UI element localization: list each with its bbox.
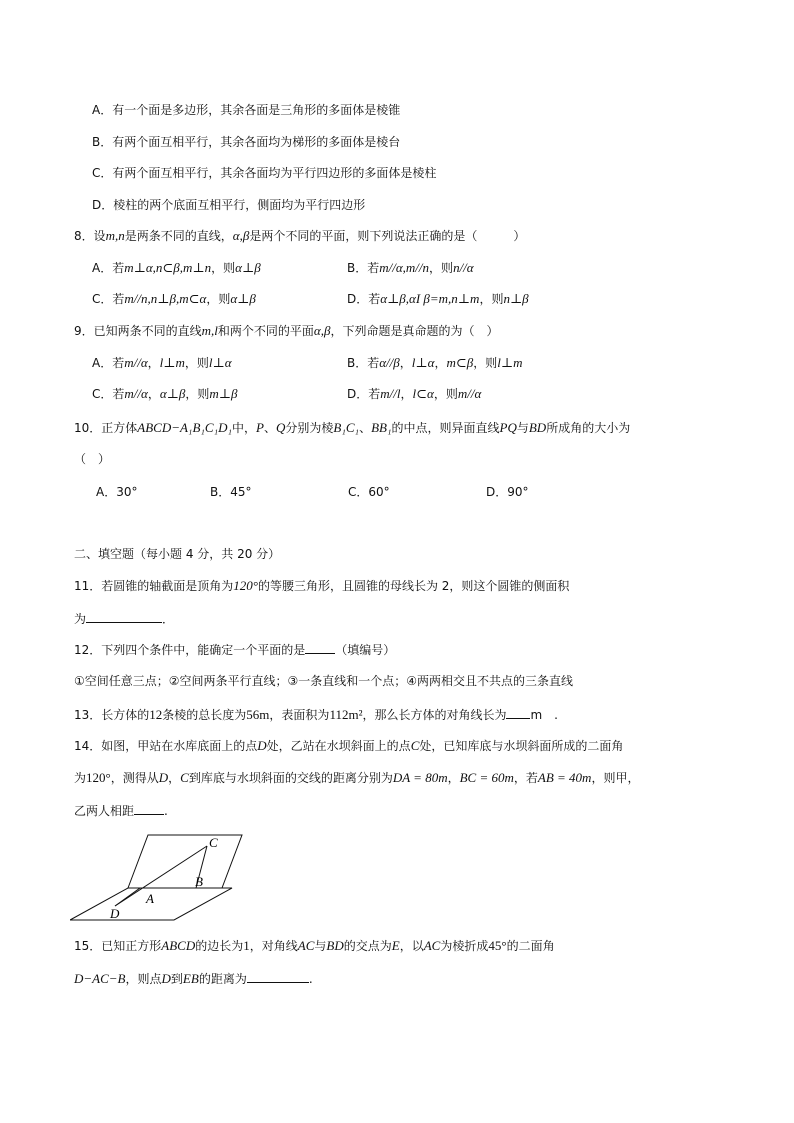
q8-a-math: m⊥α,n⊂β,m⊥n — [124, 260, 212, 275]
answer-blank[interactable] — [86, 610, 162, 623]
q8-stem-text: 是两个不同的平面，则下列说法正确的是（ ） — [249, 229, 526, 243]
q15-math: 45° — [488, 938, 507, 953]
q7-option-d: D．棱柱的两个底面互相平行，侧面均为平行四边形 — [92, 198, 366, 212]
q15-text: . — [308, 972, 313, 986]
q15-math: D−AC−B — [74, 971, 126, 986]
q9-d-text: D．若 — [347, 387, 381, 401]
q9-math: α,β — [313, 323, 331, 338]
q9-c-math: α⊥β — [159, 386, 186, 401]
q10-paren: （ ） — [74, 452, 111, 466]
q14-math: BC = 60m — [459, 770, 514, 785]
dam-dihedral-figure — [70, 830, 250, 925]
label-c: C — [209, 835, 218, 850]
dam-slope-plane — [128, 835, 242, 888]
label-b: B — [195, 874, 203, 889]
q15-text: 15．已知正方形 — [74, 939, 162, 953]
q9-b-math: m⊂β — [446, 355, 474, 370]
q10-text: 与 — [516, 421, 529, 435]
q15-math: E — [391, 938, 400, 953]
q15-text: 到 — [170, 972, 183, 986]
q14-math: D — [158, 770, 169, 785]
q13-math: 112m² — [329, 707, 363, 722]
q9-b-math: α//β — [379, 355, 400, 370]
q10-text: 、 — [359, 421, 372, 435]
q9-a-text: ，则 — [184, 356, 209, 370]
q14-math: 120° — [86, 770, 111, 785]
q15-text: 的交点为 — [343, 939, 392, 953]
q9-a-text: A．若 — [92, 356, 125, 370]
q14-text: ， — [447, 771, 460, 785]
q14-text: 为 — [74, 771, 87, 785]
q9-stem-text: 和两个不同的平面 — [217, 324, 314, 338]
q8-b-math: n//α — [453, 260, 474, 275]
answer-blank[interactable] — [506, 706, 530, 719]
q9-b-math: l⊥m — [497, 355, 523, 370]
q10-option-c: C．60° — [348, 485, 390, 499]
q8-option-a — [92, 260, 261, 276]
q14-math: D — [257, 738, 267, 753]
q8-c-text: C．若 — [92, 292, 125, 306]
q10-math: B₁C₁ — [333, 420, 360, 435]
q8-option-d — [347, 291, 529, 307]
q9-b-text: ，则 — [473, 356, 498, 370]
q9-stem-text: ，下列命题是真命题的为（ ） — [330, 324, 499, 338]
q13-text: ，那么长方体的对角线长为 — [362, 708, 507, 722]
q13-text: ，表面积为 — [269, 708, 330, 722]
q15-math: AC — [423, 938, 441, 953]
q8-a-text: A．若 — [92, 261, 125, 275]
q13-text: 13．长方体的 — [74, 708, 150, 722]
q7-option-a: A．有一个面是多边形，其余各面是三角形的多面体是棱锥 — [92, 103, 401, 117]
q9-d-math: m//α — [457, 386, 482, 401]
q9-c-math: m⊥β — [209, 386, 238, 401]
section-heading: 二、填空题（每小题 4 分，共 20 分） — [74, 547, 281, 561]
q14-text: ，测得从 — [110, 771, 159, 785]
q10-text: 10．正方体 — [74, 421, 138, 435]
q9-option-d — [347, 386, 481, 402]
q11-line2 — [74, 610, 174, 627]
q14-line2 — [74, 770, 639, 786]
q9-math: m,l — [201, 323, 218, 338]
q15-math: 1 — [243, 938, 250, 953]
q10-text: 中， — [232, 421, 257, 435]
q9-b-math: l⊥α — [411, 355, 435, 370]
q8-b-math: m//α,m//n — [379, 260, 430, 275]
q9-option-b — [347, 355, 522, 371]
label-a: A — [146, 891, 154, 906]
q15-text: ，以 — [399, 939, 424, 953]
q14-math: C — [410, 738, 420, 753]
q14-math: AB = 40m — [537, 770, 592, 785]
q8-option-b — [347, 260, 474, 276]
q8-d-text: ，则 — [479, 292, 504, 306]
q9-stem-text: 9．已知两条不同的直线 — [74, 324, 202, 338]
q13-math: 56m — [246, 707, 270, 722]
q9-c-math: m//α — [124, 386, 148, 401]
q9-a-math: l⊥m — [159, 355, 185, 370]
q10-math: P — [256, 420, 264, 435]
q10-math: BD — [528, 420, 547, 435]
q11-text: 11．若圆锥的轴截面是顶角为 — [74, 579, 234, 593]
q15-math: ABCD — [161, 938, 196, 953]
q11-text: 为 — [74, 612, 87, 626]
q9-c-text: ， — [147, 387, 160, 401]
q9-d-math: m//l — [380, 386, 401, 401]
q10-text: 所成角的大小为 — [546, 421, 631, 435]
q8-b-text: ，则 — [429, 261, 454, 275]
q9-a-math: m//α — [124, 355, 148, 370]
q14-text: 处，乙站在水坝斜面上的点 — [266, 739, 411, 753]
q7-option-b: B．有两个面互相平行，其余各面均为梯形的多面体是棱台 — [92, 135, 401, 149]
answer-blank[interactable] — [247, 970, 309, 983]
q15-math: EB — [182, 971, 199, 986]
q14-line1 — [74, 738, 623, 754]
q10-math: ABCD−A₁B₁C₁D₁ — [137, 420, 233, 435]
q10-math: Q — [276, 420, 286, 435]
q8-c-math: α⊥β — [230, 291, 256, 306]
q15-text: 为棱折成 — [440, 939, 489, 953]
q8-d-math: n⊥β — [503, 291, 529, 306]
q14-math: C — [180, 770, 189, 785]
q14-text: . — [164, 804, 168, 818]
q14-line3 — [74, 802, 168, 819]
q10-text: 、 — [263, 421, 276, 435]
q10-text: 分别为棱 — [285, 421, 334, 435]
q13-text: 条棱的总长度为 — [162, 708, 247, 722]
q12-line1 — [74, 641, 395, 658]
q15-text: ，则点 — [125, 972, 162, 986]
q11-math: 120° — [233, 578, 258, 593]
q8-a-text: ，则 — [211, 261, 236, 275]
label-d: D — [110, 906, 120, 921]
q15-text: 的距离为 — [198, 972, 247, 986]
q10-math: BB₁ — [371, 420, 392, 435]
q9-d-math: l⊂α — [412, 386, 434, 401]
q8-math: α,β — [232, 228, 250, 243]
q8-stem-text: 是两条不同的直线， — [124, 229, 233, 243]
q7-option-c: C．有两个面互相平行，其余各面均为平行四边形的多面体是棱柱 — [92, 166, 437, 180]
q14-text: 到库底与水坝斜面的交线的距离分别为 — [188, 771, 393, 785]
q13-line — [74, 706, 558, 723]
q8-a-math: α⊥β — [235, 260, 261, 275]
q10-option-d: D．90° — [486, 485, 529, 499]
q9-c-text: ，则 — [185, 387, 210, 401]
q9-c-text: C．若 — [92, 387, 125, 401]
q15-text: 的边长为 — [195, 939, 244, 953]
q8-stem — [74, 228, 525, 244]
q11-line1 — [74, 578, 569, 594]
q9-b-text: ， — [399, 356, 412, 370]
q13-text: m . — [530, 708, 558, 722]
q8-math: m,n — [105, 228, 125, 243]
q9-stem — [74, 323, 498, 339]
q9-d-text: ， — [400, 387, 413, 401]
q15-math: AC — [297, 938, 315, 953]
q8-stem-text: 8．设 — [74, 229, 106, 243]
q8-option-c — [92, 291, 256, 307]
q15-math: BD — [326, 938, 344, 953]
q9-a-text: ， — [147, 356, 160, 370]
q8-d-text: D．若 — [347, 292, 381, 306]
q15-text: 的二面角 — [506, 939, 555, 953]
q9-option-c — [92, 386, 237, 402]
q8-c-math: m//n,n⊥β,m⊂α — [124, 291, 207, 306]
q10-stem — [74, 420, 630, 436]
q9-a-math: l⊥α — [208, 355, 232, 370]
q14-math: DA = 80m — [392, 770, 448, 785]
q10-math: PQ — [499, 420, 517, 435]
q14-text: 14．如图，甲站在水库底面上的点 — [74, 739, 258, 753]
q10-option-a: A．30° — [96, 485, 138, 499]
q12-text: （填编号） — [335, 643, 396, 657]
segment-dc — [115, 846, 207, 906]
q14-text: ，则甲， — [591, 771, 640, 785]
q8-b-text: B．若 — [347, 261, 380, 275]
q9-b-text: B．若 — [347, 356, 380, 370]
q8-c-text: ，则 — [206, 292, 231, 306]
q13-math: 12 — [149, 707, 163, 722]
q12-line2: ①空间任意三点；②空间两条平行直线；③一条直线和一个点；④两两相交且不共点的三条直线 — [74, 674, 574, 688]
q14-text: ，若 — [513, 771, 538, 785]
answer-blank[interactable] — [134, 802, 164, 815]
q9-option-a — [92, 355, 232, 371]
q14-text: 乙两人相距 — [74, 804, 135, 818]
q15-line1 — [74, 938, 555, 954]
q14-text: ， — [168, 771, 181, 785]
q15-math: D — [161, 971, 171, 986]
q9-d-text: ，则 — [433, 387, 458, 401]
q11-text: 的等腰三角形，且圆锥的母线长为 2，则这个圆锥的侧面积 — [257, 579, 570, 593]
q9-b-text: ， — [434, 356, 447, 370]
q8-d-math: α⊥β,αI β=m,n⊥m — [380, 291, 480, 306]
q10-option-b: B．45° — [210, 485, 252, 499]
q12-text: 12．下列四个条件中，能确定一个平面的是 — [74, 643, 306, 657]
q15-text: ，对角线 — [249, 939, 298, 953]
q15-line2 — [74, 970, 313, 987]
segment-da — [115, 888, 140, 906]
q11-text: ． — [162, 612, 175, 626]
q14-text: 处，已知库底与水坝斜面所成的二面角 — [419, 739, 624, 753]
answer-blank[interactable] — [305, 641, 335, 654]
q10-text: 的中点，则异面直线 — [391, 421, 500, 435]
q15-text: 与 — [314, 939, 327, 953]
